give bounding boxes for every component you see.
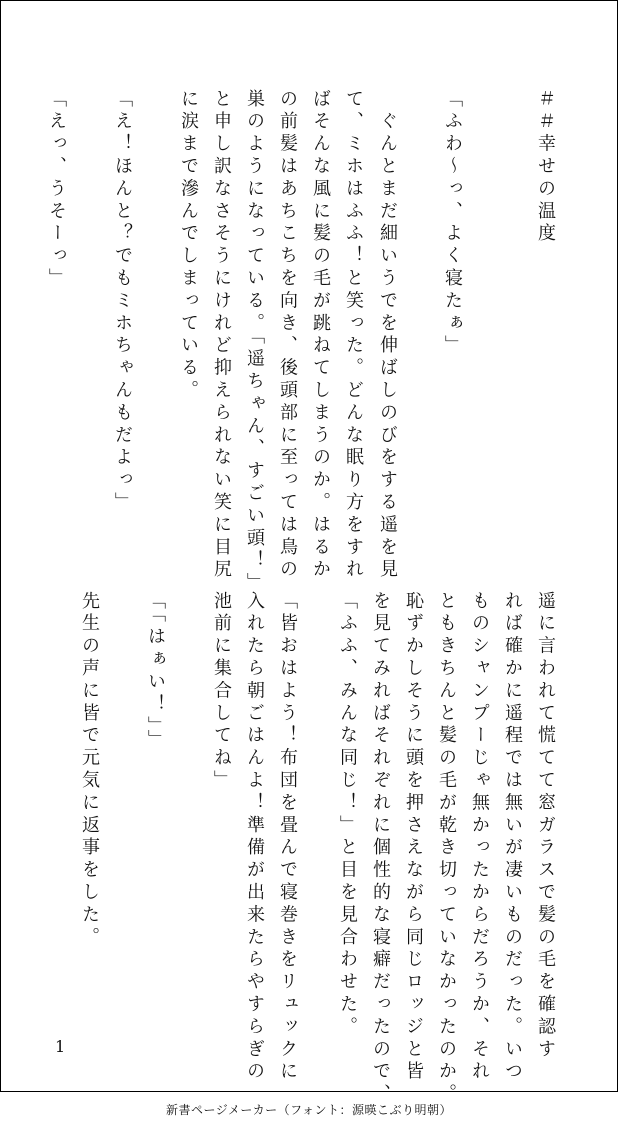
- text-column: ばそんな風に髪の毛が跳ねてしまうのか。はるか: [310, 89, 331, 582]
- footer-credit: 新書ページメーカー（フォント：源暎こぶり明朝）: [165, 1103, 453, 1117]
- text-column: ぐんとまだ細いうでを伸ばしのびをする遥を見: [377, 89, 398, 582]
- text-column: と申し訳なさそうにけれど抑えられない笑に目尻: [211, 89, 232, 582]
- text-column: 池前に集合してね」: [211, 591, 232, 793]
- text-column: 「え！ほんと？でもミホちゃんもだよっ」: [112, 89, 133, 515]
- text-column: 「ふふ、みんな同じ！」と目を見合わせた。: [337, 591, 358, 1039]
- text-column: に涙まで滲んでしまっている。: [178, 89, 199, 403]
- text-column: 恥ずかしそうに頭を押さえながら同じロッジと皆: [403, 591, 424, 1084]
- text-column: ともきちんと髪の毛が乾き切っていなかったのか。: [436, 591, 457, 1107]
- heading-line: ＃＃幸せの温度: [535, 89, 556, 246]
- text-column: 遥に言われて慌てて窓ガラスで髪の毛を確認す: [535, 591, 556, 1062]
- text-column: の前髪はあちこちを向き、後頭部に至っては鳥の: [277, 89, 298, 582]
- text-column: 「えっ、うそーっ」: [46, 89, 67, 291]
- text-column: 先生の声に皆で元気に返事をした。: [79, 591, 100, 950]
- text-column: 入れたら朝ごはんよ！準備が出来たらやすらぎの: [244, 591, 265, 1084]
- text-column: ものシャンプーじゃ無かったからだろうか、それ: [469, 591, 490, 1084]
- text-column: て、ミホはふふ！と笑った。どんな眠り方をすれ: [343, 89, 364, 582]
- text-column: 巣のようになっている。「遥ちゃん、すごい頭！」: [244, 89, 265, 596]
- text-column: 「皆おはよう！布団を畳んで寝巻きをリュックに: [277, 591, 298, 1084]
- text-column: れば確かに遥程では無いが凄いものだった。いつ: [502, 591, 523, 1084]
- text-column: 「「はぁい！」」: [145, 591, 166, 753]
- text-column: を見てみればそれぞれに個性的な寝癖だったので、: [370, 591, 391, 1107]
- page-number: 1: [55, 1037, 66, 1056]
- text-column: 「ふわ〜っ、よく寝たぁ」: [442, 89, 463, 358]
